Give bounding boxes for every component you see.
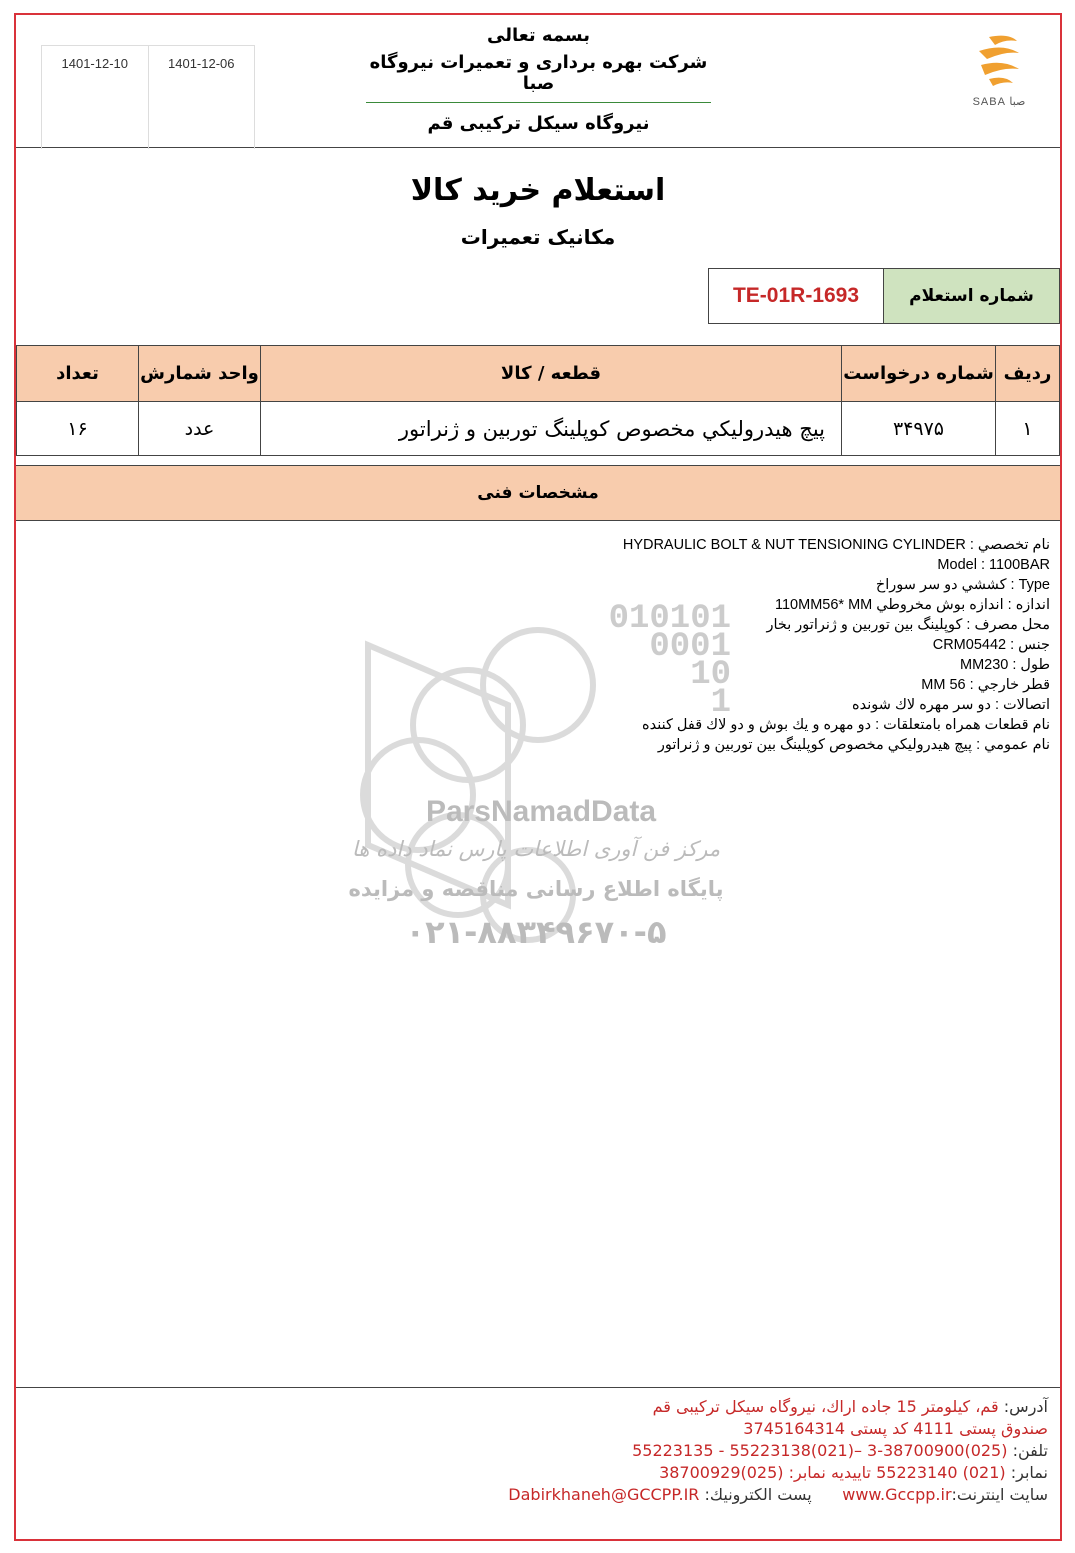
watermark-line-1: مرکز فن آوری اطلاعات پارس نماد داده ها	[351, 837, 721, 861]
spec-line: محل مصرف : كوپلينگ بين توربين و ژنراتور بخار	[766, 617, 1050, 633]
spec-line: Model : 1100BAR	[937, 557, 1050, 573]
page-subtitle: مکانیک تعمیرات	[460, 225, 616, 249]
watermark-brand: ParsNamadData	[425, 795, 657, 828]
spec-line: اتصالات : دو سر مهره لاك شونده	[852, 697, 1050, 713]
company-name: شرکت بهره برداری و تعمیرات نیروگاه صبا	[366, 52, 711, 103]
footer-phone: تلفن: (025)38700900-3 –(021)55223138 - 55223135	[632, 1441, 1048, 1460]
table-row	[17, 402, 1060, 456]
spec-line: Type : كششي دو سر سوراخ	[875, 577, 1050, 593]
watermark-line-2: پایگاه اطلاع رسانی مناقصه و مزایده	[348, 877, 724, 901]
spec-line: نام قطعات همراه بامتعلقات : دو مهره و يك بوش و دو لاك قفل كننده	[642, 717, 1050, 733]
page-frame	[14, 13, 1062, 1541]
saba-logo	[960, 29, 1038, 119]
watermark-phone: ۰۲۱-۸۸۳۴۹۶۷۰-۵	[405, 913, 667, 951]
col-unit: واحد شمارش	[139, 346, 261, 402]
spec-line: طول : MM230	[959, 657, 1050, 673]
website-link[interactable]: www.Gccpp.ir	[842, 1485, 952, 1504]
col-row: ردیف	[996, 346, 1060, 402]
specs-title: مشخصات فنی	[16, 465, 1060, 521]
inquiry-number-box	[708, 268, 1060, 324]
specs-list	[290, 535, 1050, 755]
spec-line: نام عمومي : پيچ هيدروليكي مخصوص كوپلينگ بين توربين و ژنراتور	[657, 737, 1050, 753]
plant-name: نیروگاه سیکل ترکیبی قم	[427, 113, 650, 134]
cell-request: ۳۴۹۷۵	[842, 402, 996, 456]
footer	[16, 1387, 1060, 1539]
cell-item: پیچ هیدرولیکي مخصوص کوپلینگ توربین و ژنراتور	[261, 402, 842, 456]
cell-qty: ۱۶	[17, 402, 139, 456]
footer-fax: نمابر: (021) 55223140 تاییدیه نمابر: (025)38700929	[659, 1463, 1048, 1482]
date-1: 1401-12-10	[61, 56, 128, 71]
cell-unit: عدد	[139, 402, 261, 456]
email-link[interactable]: Dabirkhaneh@GCCPP.IR	[508, 1485, 700, 1504]
inquiry-number-value: TE-01R-1693	[732, 284, 860, 307]
footer-address: آدرس: قم، کیلومتر 15 جاده اراك، نیروگاه سیکل ترکیبی قم	[652, 1397, 1048, 1416]
saba-logo-icon	[969, 29, 1029, 89]
spec-line: نام تخصصي : HYDRAULIC BOLT & NUT TENSIONING CYLINDER	[622, 537, 1050, 553]
page-title: استعلام خرید کالا	[410, 173, 666, 208]
footer-pobox: صندوق پستی 4111 کد پستی 3745164314	[743, 1419, 1048, 1438]
header	[16, 15, 1060, 148]
header-center	[366, 25, 711, 134]
table-header-row	[17, 346, 1060, 402]
spec-line: جنس : CRM05442	[932, 637, 1050, 653]
date-boxes	[41, 45, 255, 149]
inquiry-number-label: شماره استعلام	[883, 269, 1059, 323]
spec-line: اندازه : اندازه بوش مخروطي 110MM56* MM	[775, 597, 1050, 613]
logo-text: SABA صبا	[972, 96, 1026, 108]
spec-line: قطر خارجي : 56 MM	[921, 677, 1050, 693]
header-line-1: بسمه تعالی	[487, 25, 590, 46]
items-table	[16, 345, 1060, 456]
col-qty: تعداد	[17, 346, 139, 402]
footer-web: سایت اینترنت:www.Gccpp.ir پست الکترونیك: Dabirkhaneh@GCCPP.IR	[508, 1485, 1048, 1504]
watermark-digits: 010101 0001 10 1	[608, 600, 731, 722]
col-item: قطعه / کالا	[261, 346, 842, 402]
cell-row: ۱	[996, 402, 1060, 456]
col-request: شماره درخواست	[842, 346, 996, 402]
date-2: 1401-12-06	[148, 46, 255, 149]
